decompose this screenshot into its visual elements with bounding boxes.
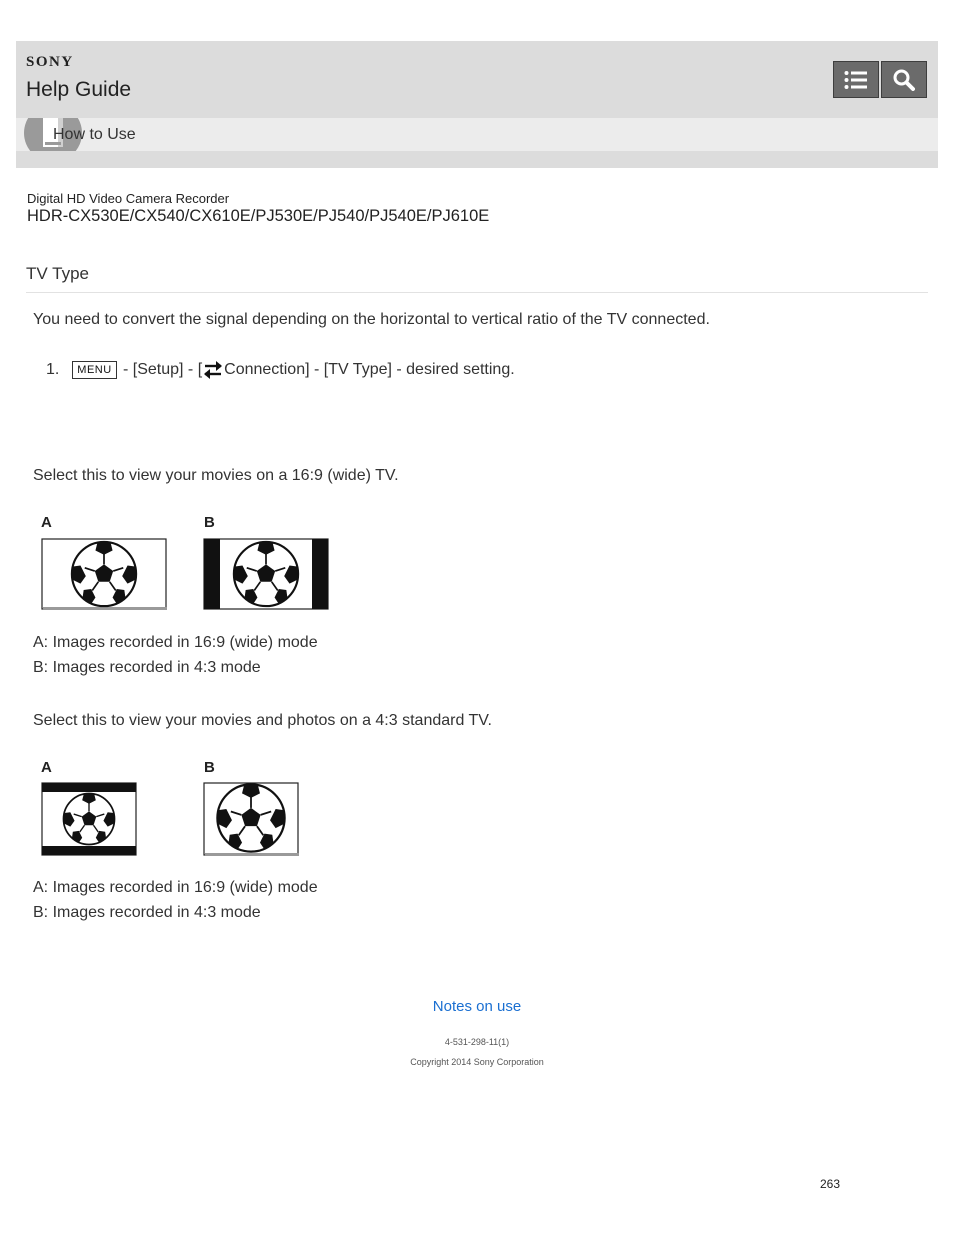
search-button[interactable] (881, 61, 927, 98)
step-1 (46, 360, 515, 380)
figure-4-3-on-standard-tv (202, 781, 300, 857)
figure-label-a: A (41, 514, 52, 531)
option-16-9-captions (33, 630, 318, 680)
menu-key-icon: MENU (72, 361, 117, 379)
caption-a: A: Images recorded in 16:9 (wide) mode (33, 634, 318, 651)
sony-logo: SONY (26, 54, 74, 70)
option-16-9-description: Select this to view your movies on a 16:9 (wide) TV. (33, 467, 399, 484)
figure-16-9-wide-on-wide-tv (40, 537, 168, 611)
step-text-part1: - [Setup] - [ (123, 361, 203, 378)
caption-a: A: Images recorded in 16:9 (wide) mode (33, 879, 318, 896)
option-4-3-captions (33, 875, 318, 925)
figure-label-a: A (41, 759, 52, 776)
product-line: Digital HD Video Camera Recorder (27, 191, 230, 206)
page-number: 263 (820, 1177, 841, 1191)
section-bar (16, 118, 938, 151)
caption-b: B: Images recorded in 4:3 mode (33, 659, 261, 676)
figure-label-b: B (204, 759, 215, 776)
figure-16-9-on-standard-tv (40, 781, 138, 857)
product-models: HDR-CX530E/CX540/CX610E/PJ530E/PJ540/PJ540E/PJ610E (27, 207, 490, 225)
document-number: 4-531-298-11(1) (444, 1037, 510, 1047)
help-guide-title[interactable]: Help Guide (26, 78, 132, 101)
connection-icon (202, 360, 224, 380)
section-link-how-to-use[interactable]: How to Use (53, 126, 136, 143)
caption-b: B: Images recorded in 4:3 mode (33, 904, 261, 921)
notes-on-use-link[interactable]: Notes on use (432, 998, 522, 1015)
list-button[interactable] (833, 61, 879, 98)
list-icon (844, 70, 868, 90)
figure-label-b: B (204, 514, 215, 531)
step-number: 1. (46, 361, 60, 378)
help-guide-header (16, 41, 938, 168)
step-text-part2: Connection] - [TV Type] - desired setting. (224, 361, 515, 378)
intro-text: You need to convert the signal depending on the horizontal to vertical ratio of the TV connected. (33, 311, 710, 328)
title-divider (26, 292, 928, 293)
figure-4-3-on-wide-tv (202, 537, 330, 611)
option-4-3-description: Select this to view your movies and photos on a 4:3 standard TV. (33, 712, 492, 729)
page-title: TV Type (26, 264, 89, 283)
copyright-notice: Copyright 2014 Sony Corporation (410, 1057, 544, 1067)
search-icon (893, 69, 915, 91)
